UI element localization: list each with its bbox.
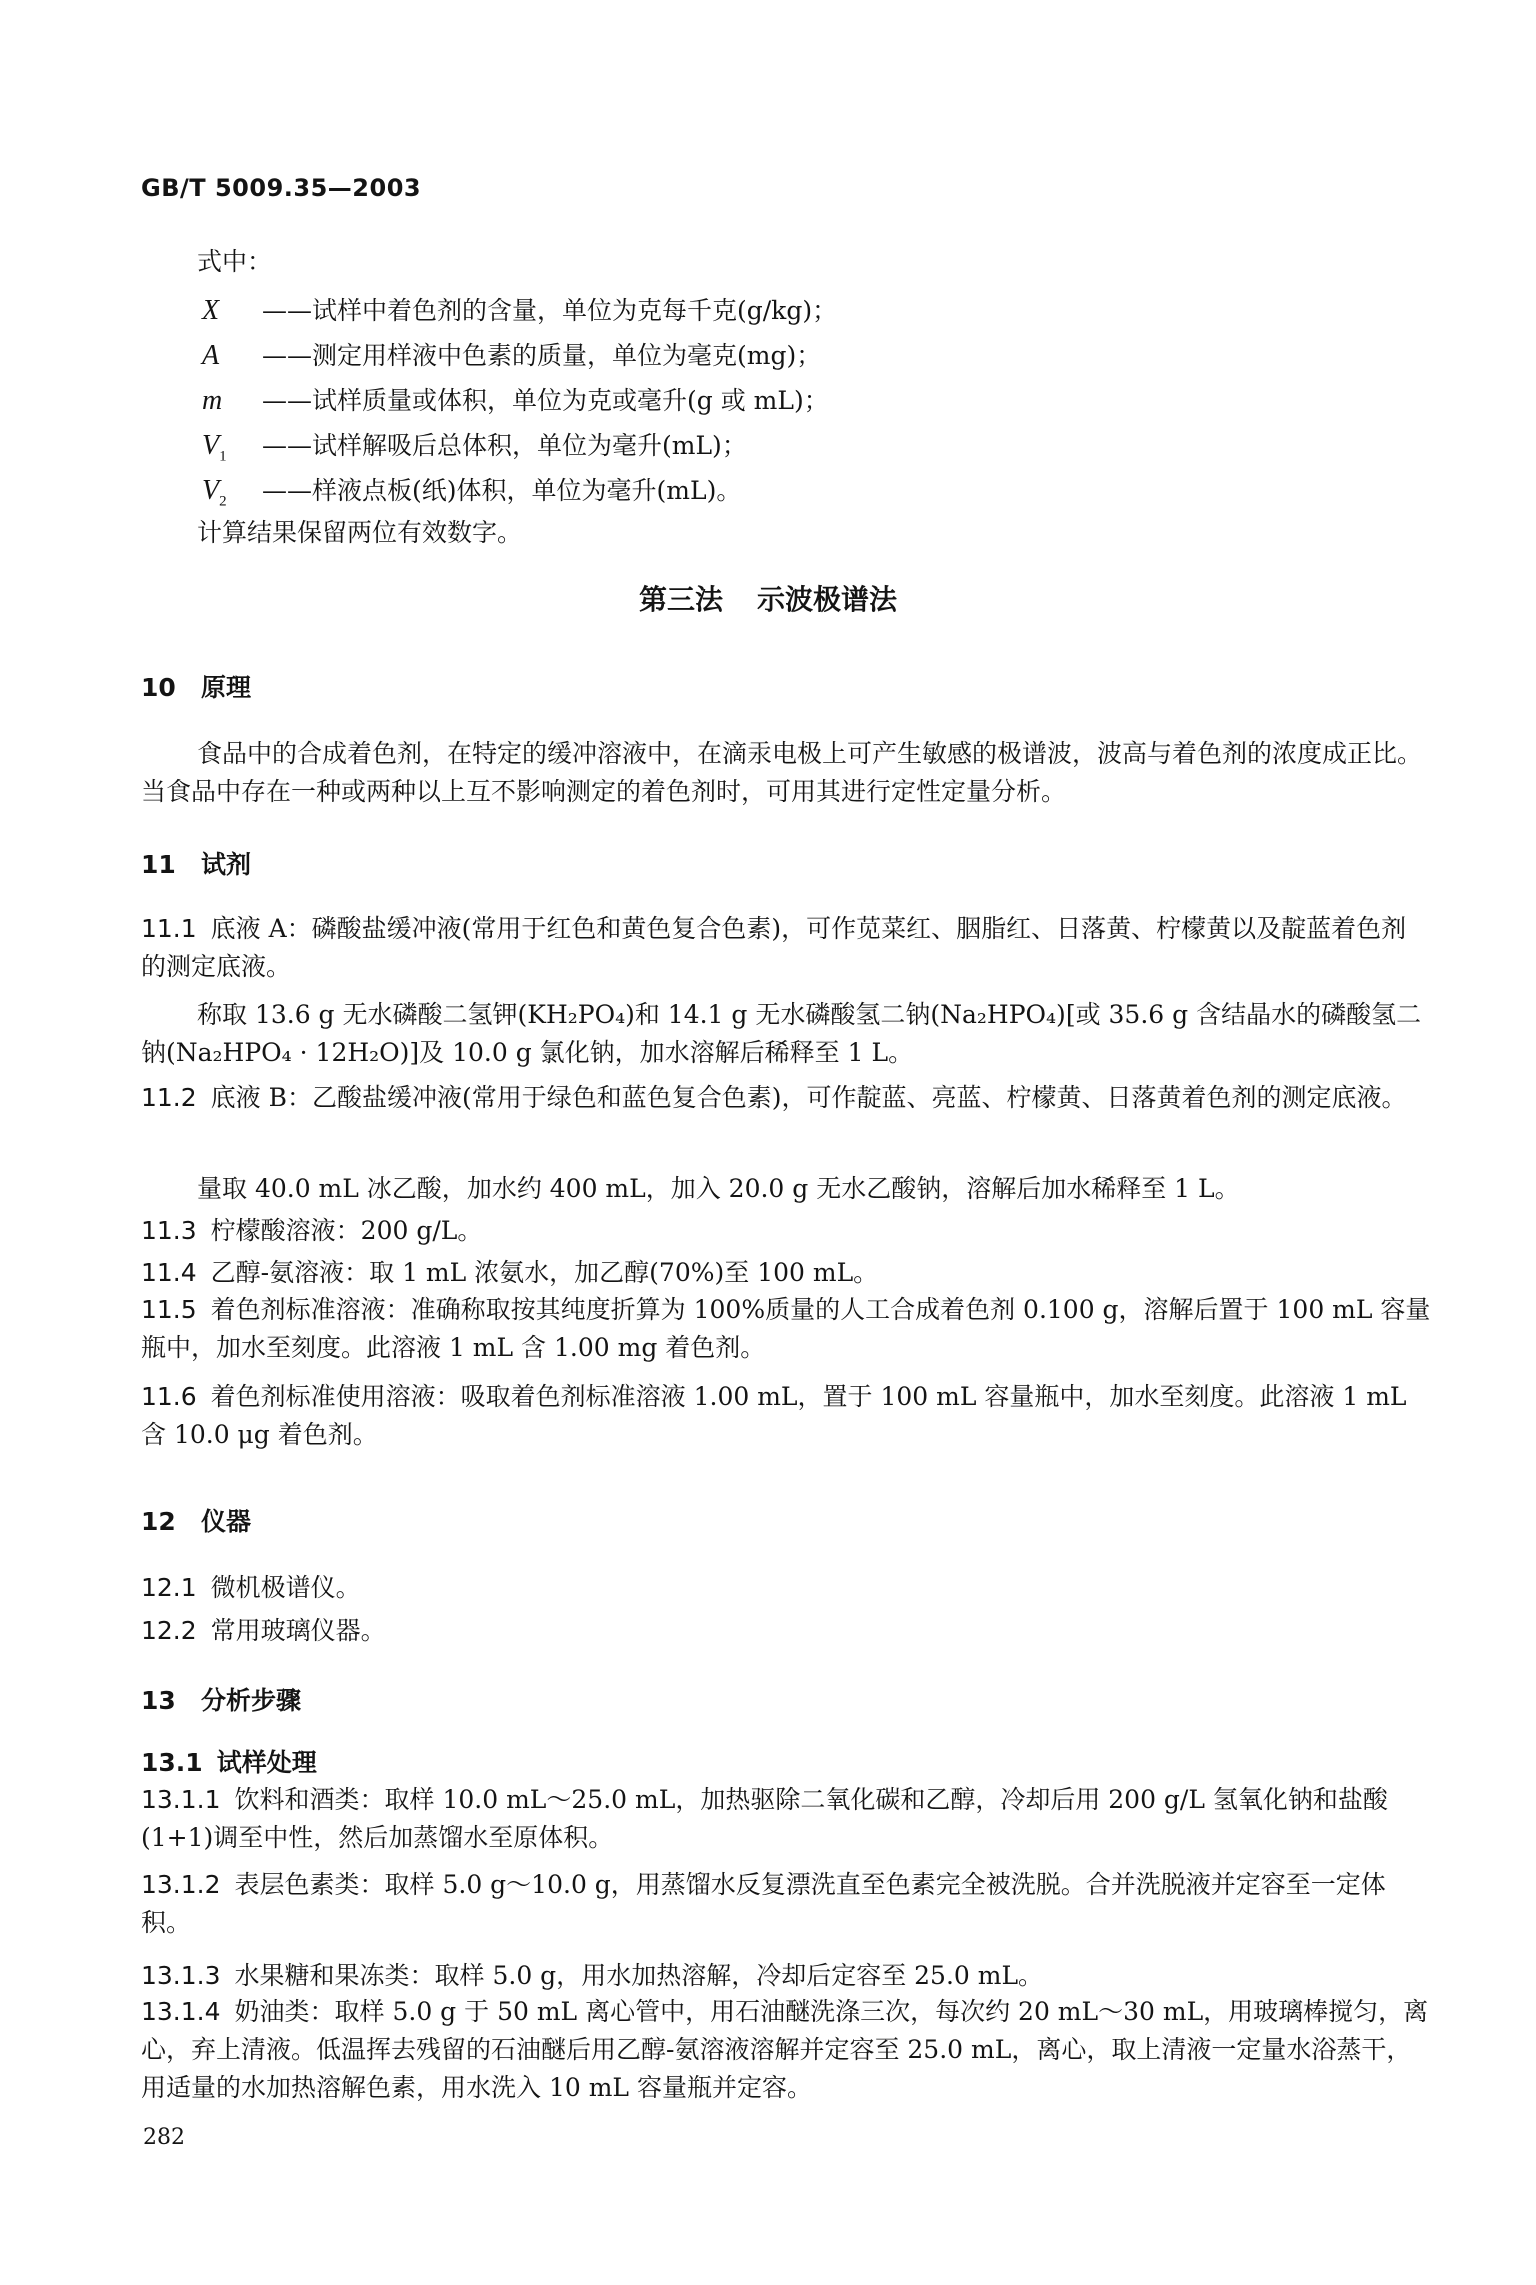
section-heading-13: 13 分析步骤: [141, 1686, 302, 1715]
section-heading-10: 10 原理: [141, 673, 252, 702]
variable-description: 试样中着色剂的含量，单位为克每千克(g/kg)；: [312, 296, 838, 325]
variable-description: 试样质量或体积，单位为克或毫升(g 或 mL)；: [312, 386, 829, 415]
principle-paragraph: 食品中的合成着色剂，在特定的缓冲溶液中，在滴汞电极上可产生敏感的极谱波，波高与着色剂的浓度成正比。当食品中存在一种或两种以上互不影响测定的着色剂时，可用其进行定性定量分析。: [141, 739, 1423, 806]
variable-definition: $V_2$ ——样液点板(纸)体积，单位为毫升(mL)。: [202, 475, 742, 510]
where-intro: 式中：: [197, 247, 273, 276]
calculation-note: 计算结果保留两位有效数字。: [197, 518, 523, 547]
variable-description: 试样解吸后总体积，单位为毫升(mL)；: [312, 431, 747, 460]
clause-11-1: 11.1 底液 A：磷酸盐缓冲液(常用于红色和黄色复合色素)，可作苋菜红、胭脂红、日落黄、柠檬黄以及靛蓝着色剂的测定底液。: [141, 914, 1407, 981]
variable-definition: $V_1$ ——试样解吸后总体积，单位为毫升(mL)；: [202, 430, 747, 465]
section-heading-13-1: 13.1 试样处理: [141, 1748, 317, 1777]
clause-11-2-detail: 量取 40.0 mL 冰乙酸，加水约 400 mL，加入 20.0 g 无水乙酸钠，溶解后加水稀释至 1 L。: [197, 1174, 1240, 1203]
clause-13-1-1: 13.1.1 饮料和酒类：取样 10.0 mL～25.0 mL，加热驱除二氧化碳和乙醇，冷却后用 200 g/L 氢氧化钠和盐酸(1+1)调至中性，然后加蒸馏水至原体积。: [141, 1785, 1388, 1852]
variable-definition: A ——测定用样液中色素的质量，单位为毫克(mg)；: [202, 336, 821, 376]
clause-13-1-3: 13.1.3 水果糖和果冻类：取样 5.0 g，用水加热溶解，冷却后定容至 25.0 mL。: [141, 1961, 1044, 1990]
clause-11-4: 11.4 乙醇-氨溶液：取 1 mL 浓氨水，加乙醇(70%)至 100 mL。: [141, 1258, 879, 1287]
clause-11-1-detail: 称取 13.6 g 无水磷酸二氢钾(KH₂PO₄)和 14.1 g 无水磷酸氢二钠(Na₂HPO₄)[或 35.6 g 含结晶水的磷酸氢二钠(Na₂HPO₄ · 12H₂O)]及 10.0 g 氯化钠，加水溶解后稀释至 1 L。: [141, 1000, 1422, 1067]
variable-symbol: m: [202, 385, 223, 416]
variable-symbol: $V_1$: [202, 430, 227, 465]
clause-11-3: 11.3 柠檬酸溶液：200 g/L。: [141, 1216, 483, 1245]
variable-description: 样液点板(纸)体积，单位为毫升(mL)。: [312, 476, 742, 505]
standard-number: GB/T 5009.35—2003: [141, 174, 422, 202]
page-number: 282: [143, 2125, 185, 2150]
clause-12-2: 12.2 常用玻璃仪器。: [141, 1616, 386, 1645]
method-heading: 第三法 示波极谱法: [638, 583, 898, 616]
variable-description: 测定用样液中色素的质量，单位为毫克(mg)；: [312, 341, 822, 370]
clause-11-6: 11.6 着色剂标准使用溶液：吸取着色剂标准溶液 1.00 mL，置于 100 mL 容量瓶中，加水至刻度。此溶液 1 mL 含 10.0 μg 着色剂。: [141, 1382, 1407, 1449]
variable-definition: m ——试样质量或体积，单位为克或毫升(g 或 mL)；: [202, 381, 829, 421]
section-heading-11: 11 试剂: [141, 850, 252, 879]
variable-symbol: $V_2$: [202, 475, 227, 510]
clause-11-5: 11.5 着色剂标准溶液：准确称取按其纯度折算为 100%质量的人工合成着色剂 0.100 g，溶解后置于 100 mL 容量瓶中，加水至刻度。此溶液 1 mL 含 1.00 mg 着色剂。: [141, 1295, 1431, 1362]
variable-symbol: X: [202, 295, 220, 326]
clause-13-1-4: 13.1.4 奶油类：取样 5.0 g 于 50 mL 离心管中，用石油醚洗涤三次，每次约 20 mL～30 mL，用玻璃棒搅匀，离心，弃上清液。低温挥去残留的石油醚后用乙醇-氨溶液溶解并定容至 25.0 mL，离心，取上清液一定量水浴蒸干，用适量的水加热溶解色素，用水洗入 10 mL 容量瓶并定容。: [141, 1997, 1429, 2102]
variable-symbol: A: [202, 340, 220, 371]
section-heading-12: 12 仪器: [141, 1507, 252, 1536]
clause-12-1: 12.1 微机极谱仪。: [141, 1573, 361, 1602]
clause-11-2: 11.2 底液 B：乙酸盐缓冲液(常用于绿色和蓝色复合色素)，可作靛蓝、亮蓝、柠檬黄、日落黄着色剂的测定底液。: [141, 1083, 1407, 1112]
variable-definition: X ——试样中着色剂的含量，单位为克每千克(g/kg)；: [202, 291, 837, 331]
clause-13-1-2: 13.1.2 表层色素类：取样 5.0 g～10.0 g，用蒸馏水反复漂洗直至色素完全被洗脱。合并洗脱液并定容至一定体积。: [141, 1870, 1386, 1937]
